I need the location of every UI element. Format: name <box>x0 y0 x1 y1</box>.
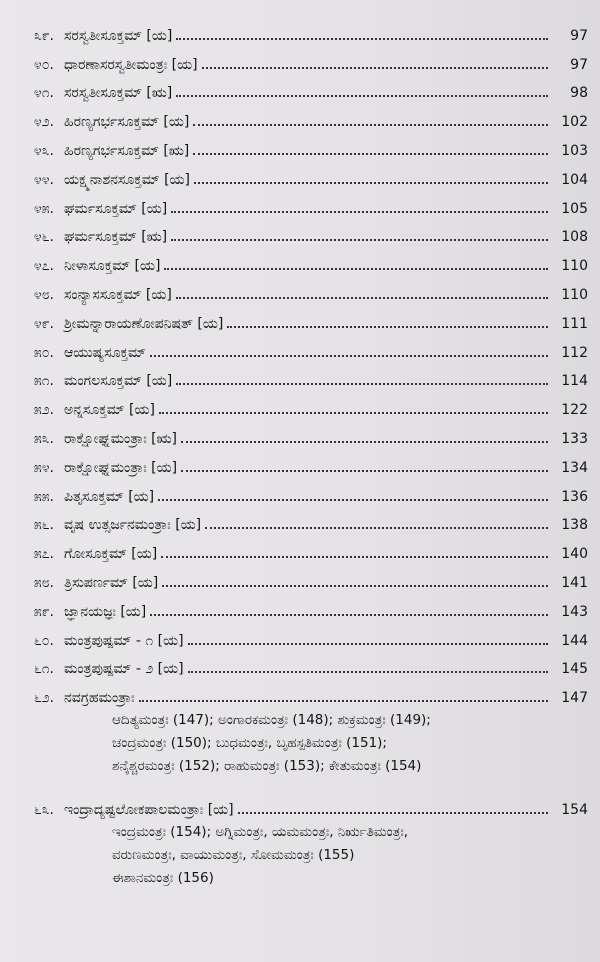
entry-number: ೪೮. <box>33 286 54 303</box>
entry-title: ಆಯುಷ್ಯಸೂಕ್ತಮ್ <box>64 344 146 361</box>
entry-number: ೫೫. <box>33 488 54 505</box>
entry-title: ಗೋಸೂಕ್ತಮ್ [ಯ] <box>64 546 158 563</box>
toc-entry <box>0 532 600 561</box>
entry-title: ಸರಸ್ವತೀಸೂಕ್ತಮ್ [ಯ] <box>64 27 173 44</box>
entry-page: 144 <box>561 632 588 649</box>
entry-page: 108 <box>561 229 588 246</box>
entry-number: ೫೩. <box>33 430 54 447</box>
entry-number: ೪೯. <box>33 315 54 332</box>
toc-entry <box>0 360 600 389</box>
toc-entry <box>0 446 600 475</box>
entry-number: ೫೯. <box>33 603 54 620</box>
entry-number: ೬೨. <box>33 690 54 707</box>
dot-leader <box>205 526 548 529</box>
entry-title: ಹಿರಣ್ಯಗರ್ಭಸೂಕ್ತಮ್ [ಯ] <box>64 114 190 131</box>
entry-page: 104 <box>561 171 588 188</box>
toc-entry <box>0 72 600 101</box>
entry-title: ಧಾರಣಾಸರಸ್ವತೀಮಂತ್ರಃ [ಯ] <box>64 56 198 73</box>
entry-number: ೪೧. <box>33 85 54 102</box>
dot-leader <box>176 382 548 385</box>
toc-entry <box>0 43 600 72</box>
sub-entry-line: ಆದಿತ್ಯಮಂತ್ರಃ (147); ಅಂಗಾರಕಮಂತ್ರಃ (148); ಶುಕ್ರಮಂತ್ರಃ (149); <box>112 712 431 729</box>
entry-title: ನವಗ್ರಹಮಂತ್ರಾಃ <box>64 690 135 707</box>
entry-title: ಘರ್ಮಸೂಕ್ತಮ್ [ಋ] <box>64 229 168 246</box>
dot-leader <box>150 613 548 616</box>
entry-page: 133 <box>561 430 588 447</box>
entry-page: 140 <box>561 546 588 563</box>
entry-number: ೪೫. <box>33 200 54 217</box>
entry-page: 98 <box>570 85 588 102</box>
entry-number: ೪೪. <box>33 171 54 188</box>
dot-leader <box>193 152 548 155</box>
entry-title: ಇಂದ್ರಾದ್ಯಷ್ಟಲೋಕಪಾಲಮಂತ್ರಾಃ [ಯ] <box>64 801 234 818</box>
toc-entry <box>0 788 600 817</box>
entry-number: ೫೭. <box>33 546 54 563</box>
entry-number: ೫೮. <box>33 574 54 591</box>
sub-entry-line: ವರುಣಮಂತ್ರಃ, ವಾಯುಮಂತ್ರಃ, ಸೋಮಮಂತ್ರಃ (155) <box>112 846 355 863</box>
dot-leader <box>158 498 548 501</box>
toc-entry <box>0 388 600 417</box>
toc-entry <box>0 187 600 216</box>
entry-page: 138 <box>561 517 588 534</box>
lokapala-sub-entries <box>112 817 572 900</box>
entry-title: ತ್ರಿಸುಪರ್ಣಮ್ [ಯ] <box>64 574 159 591</box>
dot-leader <box>139 699 548 702</box>
dot-leader <box>238 811 548 814</box>
entry-page: 110 <box>561 258 588 275</box>
entry-title: ಮಂತ್ರಪುಷ್ಪಮ್ - ೨ [ಯ] <box>64 661 184 678</box>
dot-leader <box>176 37 548 40</box>
toc-entry <box>0 302 600 331</box>
entry-number: ೪೬. <box>33 229 54 246</box>
dot-leader <box>171 210 548 213</box>
entry-title: ಯಕ್ಷ್ಮನಾಶನಸೂಕ್ತಮ್ [ಯ] <box>64 171 190 188</box>
dot-leader <box>162 584 548 587</box>
entry-title: ಶ್ರೀಮನ್ನಾರಾಯಣೋಪನಿಷತ್ [ಯ] <box>64 315 224 332</box>
toc-entry <box>0 216 600 245</box>
table-of-contents <box>0 14 600 900</box>
entry-number: ೩೯. <box>33 27 54 44</box>
entry-page: 102 <box>561 114 588 131</box>
entry-title: ರಾಕ್ಷೋಘ್ನಮಂತ್ರಾಃ [ಯ] <box>64 459 178 476</box>
entry-page: 147 <box>561 690 588 707</box>
entry-title: ಜ್ಞಾನಯಜ್ಞಃ [ಯ] <box>64 603 147 620</box>
dot-leader <box>159 411 548 414</box>
entry-number: ೪೭. <box>33 258 54 275</box>
entry-title: ವೃಷ ಉತ್ಸರ್ಜನಮಂತ್ರಾಃ [ಯ] <box>64 517 202 534</box>
entry-number: ೫೦. <box>33 344 54 361</box>
entry-page: 103 <box>561 142 588 159</box>
toc-entry <box>0 648 600 677</box>
entry-page: 154 <box>561 801 588 818</box>
entry-page: 105 <box>561 200 588 217</box>
toc-entry <box>0 100 600 129</box>
dot-leader <box>176 296 548 299</box>
entry-page: 122 <box>561 402 588 419</box>
toc-entry <box>0 676 600 705</box>
sub-entry-line: ಶನೈಶ್ಚರಮಂತ್ರಃ (152); ರಾಹುಮಂತ್ರಃ (153); ಕೇತುಮಂತ್ರಃ (154) <box>112 758 422 775</box>
navagraha-sub-entries <box>112 705 572 788</box>
dot-leader <box>181 469 548 472</box>
entry-page: 111 <box>561 315 588 332</box>
toc-entry <box>0 331 600 360</box>
dot-leader <box>188 642 548 645</box>
entry-number: ೬೦. <box>33 632 54 649</box>
entry-number: ೬೩. <box>33 801 54 818</box>
entry-page: 97 <box>570 27 588 44</box>
entry-page: 97 <box>570 56 588 73</box>
entry-title: ಸಂನ್ಯಾಸಸೂಕ್ತಮ್ [ಯ] <box>64 286 172 303</box>
toc-entry <box>0 619 600 648</box>
entry-page: 134 <box>561 459 588 476</box>
entry-title: ಮಂಗಲಸೂಕ್ತಮ್ [ಯ] <box>64 373 173 390</box>
toc-entry <box>0 475 600 504</box>
toc-entry <box>0 244 600 273</box>
entry-number: ೪೩. <box>33 142 54 159</box>
toc-entry <box>0 417 600 446</box>
entry-title: ರಾಕ್ಷೋಘ್ನಮಂತ್ರಾಃ [ಋ] <box>64 430 177 447</box>
dot-leader <box>193 123 548 126</box>
sub-entry-line: ಚಂದ್ರಮಂತ್ರಃ (150); ಬುಧಮಂತ್ರಃ, ಬೃಹಸ್ಪತಿಮಂತ್ರಃ (151); <box>112 735 387 752</box>
dot-leader <box>181 440 548 443</box>
entry-page: 141 <box>561 574 588 591</box>
entry-title: ಪಿತೃಸೂಕ್ತಮ್ [ಯ] <box>64 488 155 505</box>
entry-page: 145 <box>561 661 588 678</box>
toc-entry <box>0 273 600 302</box>
entry-title: ಘರ್ಮಸೂಕ್ತಮ್ [ಯ] <box>64 200 168 217</box>
sub-entry-line: ಇಂದ್ರಮಂತ್ರಃ (154); ಅಗ್ನಿಮಂತ್ರಃ, ಯಮಮಂತ್ರಃ, ನಿರ್ಋತಿಮಂತ್ರಃ, <box>112 823 408 840</box>
toc-entry <box>0 590 600 619</box>
entry-page: 114 <box>561 373 588 390</box>
entry-title: ಮಂತ್ರಪುಷ್ಪಮ್ - ೧ [ಯ] <box>64 632 184 649</box>
dot-leader <box>161 555 548 558</box>
dot-leader <box>194 181 548 184</box>
entry-number: ೪೨. <box>33 114 54 131</box>
dot-leader <box>164 267 548 270</box>
entry-title: ಹಿರಣ್ಯಗರ್ಭಸೂಕ್ತಮ್ [ಋ] <box>64 142 190 159</box>
dot-leader <box>176 94 548 97</box>
entry-page: 112 <box>561 344 588 361</box>
entry-page: 136 <box>561 488 588 505</box>
toc-entry <box>0 158 600 187</box>
toc-entry <box>0 504 600 533</box>
entry-number: ೫೬. <box>33 517 54 534</box>
toc-entry <box>0 561 600 590</box>
entry-page: 143 <box>561 603 588 620</box>
entry-page: 110 <box>561 286 588 303</box>
dot-leader <box>188 670 548 673</box>
dot-leader <box>227 325 548 328</box>
entry-number: ೫೧. <box>33 373 54 390</box>
entry-number: ೬೧. <box>33 661 54 678</box>
sub-entry-line: ಈಶಾನಮಂತ್ರಃ (156) <box>112 869 214 886</box>
dot-leader <box>171 238 548 241</box>
entry-number: ೫೪. <box>33 459 54 476</box>
entry-number: ೪೦. <box>33 56 54 73</box>
entry-number: ೫೨. <box>33 402 54 419</box>
toc-entry <box>0 14 600 43</box>
entry-title: ಸರಸ್ವತೀಸೂಕ್ತಮ್ [ಋ] <box>64 85 173 102</box>
entry-title: ನೀಳಾಸೂಕ್ತಮ್ [ಯ] <box>64 258 161 275</box>
dot-leader <box>150 354 548 357</box>
toc-entry <box>0 129 600 158</box>
dot-leader <box>202 66 548 69</box>
entry-title: ಅನ್ನಸೂಕ್ತಮ್ [ಯ] <box>64 402 155 419</box>
